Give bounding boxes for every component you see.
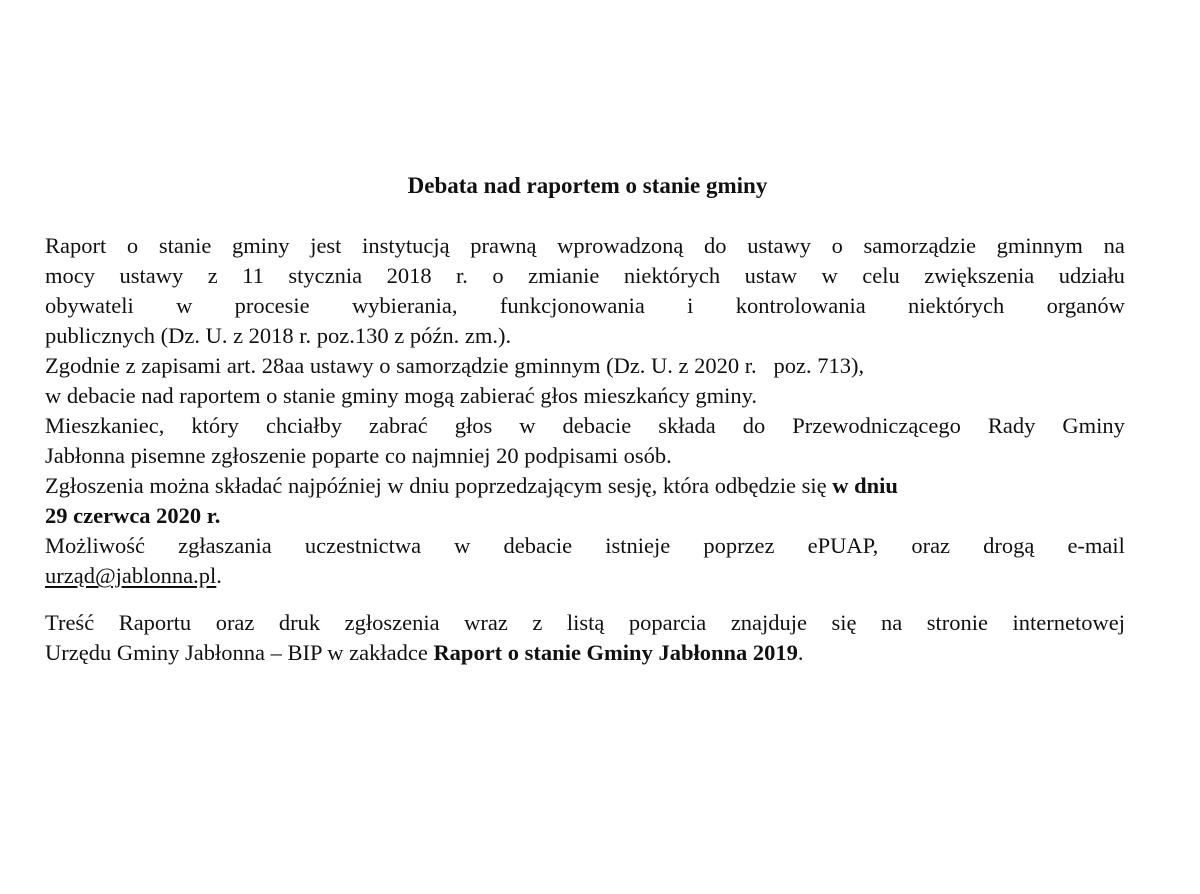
word: który <box>191 413 239 438</box>
word: r. <box>456 263 468 288</box>
word: Gminy <box>1062 413 1125 438</box>
word: udziału <box>1058 263 1125 288</box>
word: prawną <box>470 233 537 258</box>
word: instytucją <box>362 233 450 258</box>
paragraph-1-line-4 <box>45 321 1125 351</box>
word: funkcjonowania <box>499 293 645 318</box>
word: poparcia <box>628 610 707 635</box>
word: chciałby <box>265 413 343 438</box>
word: niektórych <box>623 263 721 288</box>
paragraph-4-line-1 <box>45 471 1125 501</box>
text: Zgłoszenia można składać najpóźniej w dniu poprzedzającym sesję, która odbędzie się <box>45 473 833 498</box>
word: obywateli <box>45 293 134 318</box>
word: stronie <box>926 610 989 635</box>
session-date: 29 czerwca 2020 r. <box>45 503 221 528</box>
word: w <box>176 293 193 318</box>
word: organów <box>1046 293 1125 318</box>
word: druk <box>278 610 321 635</box>
word: drogą <box>983 533 1035 558</box>
word: znajduje <box>730 610 808 635</box>
word: samorządzie <box>863 233 976 258</box>
word: z <box>207 263 218 288</box>
session-date-label: w dniu <box>832 473 898 498</box>
word: składa <box>658 413 716 438</box>
word: Treść <box>45 610 95 635</box>
word: o <box>126 233 139 258</box>
word: gminnym <box>996 233 1083 258</box>
report-tab-name: Raport o stanie Gminy Jabłonna 2019 <box>433 640 798 665</box>
word: do <box>742 413 766 438</box>
text: w debacie nad raportem o stanie gminy mogą zabierać głos mieszkańcy gminy. <box>45 383 758 408</box>
text: Urzędu Gminy Jabłonna – BIP w zakładce <box>45 640 434 665</box>
paragraph-3-line-1 <box>45 411 1125 441</box>
word: Rady <box>987 413 1036 438</box>
word: uczestnictwa <box>304 533 422 558</box>
word: ustaw <box>744 263 798 288</box>
word: w <box>821 263 838 288</box>
word: niektórych <box>908 293 1005 318</box>
word: listą <box>566 610 605 635</box>
word: Raport <box>45 233 107 258</box>
word: i <box>687 293 694 318</box>
word: wprowadzoną <box>557 233 684 258</box>
paragraph-5-line-1 <box>45 531 1125 561</box>
word: w <box>519 413 536 438</box>
word: zgłaszania <box>178 533 272 558</box>
text: . <box>797 640 804 665</box>
word: debacie <box>503 533 573 558</box>
paragraph-1-line-2 <box>45 261 1125 291</box>
word: o <box>831 233 843 258</box>
word: debacie <box>562 413 632 438</box>
word: wybierania, <box>351 293 458 318</box>
word: jest <box>310 233 342 258</box>
paragraph-4-line-2 <box>45 501 1125 531</box>
word: ustawy <box>119 263 184 288</box>
word: na <box>1103 233 1125 258</box>
word: zabrać <box>369 413 428 438</box>
word: z <box>532 610 543 635</box>
word: istnieje <box>605 533 671 558</box>
word: e-mail <box>1067 533 1125 558</box>
word: gminy <box>232 233 290 258</box>
word: Możliwość <box>45 533 145 558</box>
word: 2018 <box>386 263 432 288</box>
word: poprzez <box>703 533 775 558</box>
email-link[interactable]: urząd@jablonna.pl <box>45 563 217 588</box>
word: Przewodniczącego <box>792 413 961 438</box>
text: . <box>216 563 222 588</box>
word: zwiększenia <box>924 263 1035 288</box>
paragraph-3-line-2 <box>45 441 1125 471</box>
word: zgłoszenia <box>344 610 440 635</box>
word: Mieszkaniec, <box>45 413 165 438</box>
paragraph-1-line-3 <box>45 291 1125 321</box>
word: zmianie <box>528 263 600 288</box>
word: w <box>454 533 471 558</box>
word: celu <box>862 263 900 288</box>
paragraph-2-line-1 <box>45 351 1125 381</box>
word: na <box>881 610 903 635</box>
word: ePUAP, <box>807 533 879 558</box>
word: kontrolowania <box>735 293 866 318</box>
paragraph-gap <box>45 591 1125 608</box>
word: procesie <box>234 293 310 318</box>
word: oraz <box>215 610 255 635</box>
word: internetowej <box>1012 610 1125 635</box>
document-body <box>45 231 1125 668</box>
word: oraz <box>911 533 951 558</box>
word: Raportu <box>118 610 192 635</box>
text: publicznych (Dz. U. z 2018 r. poz.130 z późn. zm.). <box>45 323 512 348</box>
word: głos <box>454 413 493 438</box>
word: do <box>704 233 727 258</box>
word: się <box>831 610 857 635</box>
word: o <box>492 263 504 288</box>
paragraph-6-line-1 <box>45 608 1125 638</box>
word: 11 <box>242 263 264 288</box>
word: ustawy <box>747 233 811 258</box>
word: stycznia <box>288 263 363 288</box>
paragraph-5-line-2 <box>45 561 1125 591</box>
text: Jabłonna pisemne zgłoszenie poparte co najmniej 20 podpisami osób. <box>45 443 672 468</box>
word: wraz <box>464 610 508 635</box>
document-title: Debata nad raportem o stanie gminy <box>407 173 768 198</box>
paragraph-2-line-2 <box>45 381 1125 411</box>
word: stanie <box>158 233 212 258</box>
paragraph-1-line-1 <box>45 231 1125 261</box>
word: mocy <box>45 263 95 288</box>
paragraph-6-line-2 <box>45 638 1125 668</box>
text: Zgodnie z zapisami art. 28aa ustawy o samorządzie gminnym (Dz. U. z 2020 r. poz. 713), <box>45 353 865 378</box>
